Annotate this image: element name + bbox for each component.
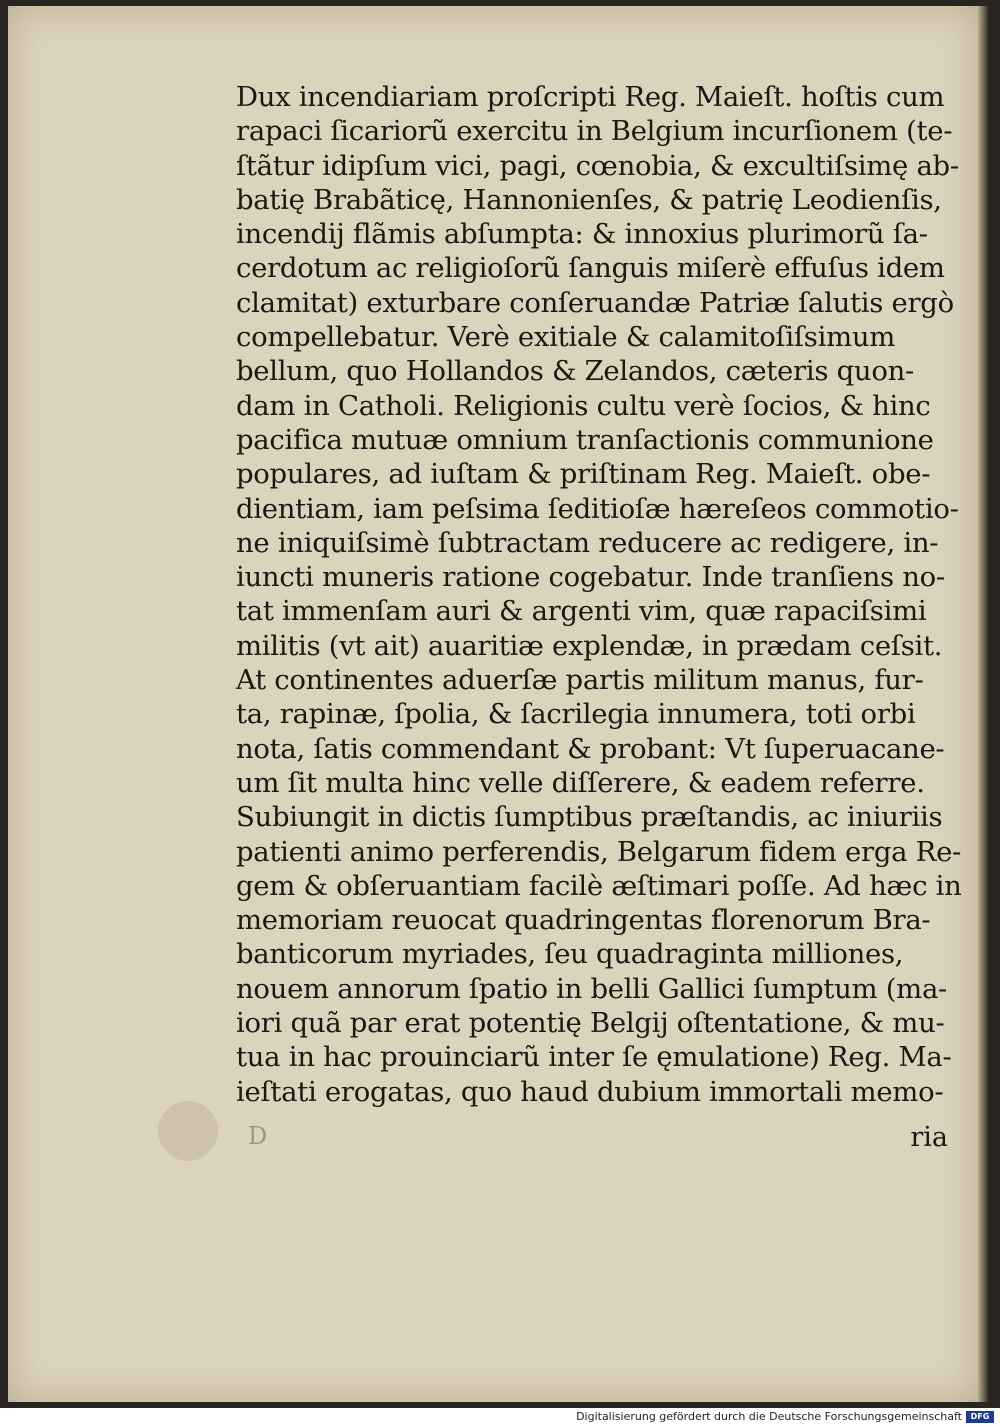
- text-line: memoriam reuocat quadringentas florenorum Bra-: [236, 904, 931, 937]
- text-line: dam in Catholi. Religionis cultu verè ſocios, & hinc: [236, 389, 931, 422]
- text-line: cerdotum ac religioſorũ ſanguis miſerè effuſus idem: [236, 252, 945, 285]
- text-line: pacifica mutuæ omnium tranſactionis communione: [236, 423, 934, 456]
- text-line: patienti animo perferendis, Belgarum fidem erga Re-: [236, 835, 962, 868]
- text-line: tua in hac prouinciarũ inter ſe ęmulatione) Reg. Ma-: [236, 1041, 952, 1074]
- paper-stain: [158, 1101, 218, 1161]
- text-line: militis (vt ait) auaritiæ explendæ, in prædam ceſsit.: [236, 629, 943, 662]
- text-line: clamitat) exturbare conſeruandæ Patriæ ſalutis ergò: [236, 286, 954, 319]
- dfg-logo: DFG: [966, 1411, 994, 1423]
- text-line: nouem annorum ſpatio in belli Gallici ſumptum (ma-: [236, 972, 948, 1005]
- text-line: ieſtati erogatas, quo haud dubium immortali memo-: [236, 1075, 944, 1108]
- text-line: compellebatur. Verè exitiale & calamitoſiſsimum: [236, 321, 896, 354]
- text-line: Dux incendiariam proſcripti Reg. Maieſt. hoſtis cum: [236, 81, 945, 113]
- text-line: nota, ſatis commendant & probant: Vt ſuperuacane-: [236, 732, 945, 765]
- funding-credit: Digitalisierung gefördert durch die Deutsche Forschungsgemeinschaft: [576, 1410, 962, 1423]
- signature-mark: D: [248, 1122, 268, 1150]
- text-line: iuncti muneris ratione cogebatur. Inde tranſiens no-: [236, 561, 945, 594]
- text-line: At continentes aduerſæ partis militum manus, fur-: [236, 664, 924, 697]
- page-edge: [978, 6, 988, 1402]
- digitization-footer: [0, 1408, 1000, 1427]
- text-line: gem & obſeruantiam facilè æſtimari poſſe. Ad hæc in: [236, 869, 962, 902]
- main-text: [236, 80, 962, 1109]
- text-line: banticorum myriades, ſeu quadraginta milliones,: [236, 938, 904, 971]
- text-line: um ſit multa hinc velle diſſerere, & eadem referre.: [236, 766, 925, 799]
- book-page: [8, 6, 978, 1402]
- text-line: incendij flãmis abſumpta: & innoxius plurimorũ ſa-: [236, 218, 928, 251]
- text-line: tat immenſam auri & argenti vim, quæ rapaciſsimi: [236, 595, 927, 628]
- page-footer-row: [248, 1122, 948, 1158]
- text-line: ſtãtur idipſum vici, pagi, cœnobia, & excultiſsimę ab-: [236, 149, 959, 182]
- text-line: bellum, quo Hollandos & Zelandos, cæteris quon-: [236, 355, 915, 388]
- text-line: ne iniquiſsimè ſubtractam reducere ac redigere, in-: [236, 526, 939, 559]
- catchword: ria: [910, 1122, 948, 1153]
- text-line: iori quã par erat potentię Belgij oſtentatione, & mu-: [236, 1007, 945, 1040]
- text-line: batię Brabãticę, Hannonienſes, & patrię Leodienſis,: [236, 183, 942, 216]
- text-line: populares, ad iuſtam & priſtinam Reg. Maieſt. obe-: [236, 458, 931, 491]
- text-line: ta, rapinæ, ſpolia, & ſacrilegia innumera, toti orbi: [236, 698, 916, 731]
- text-line: dientiam, iam peſsima ſeditioſæ hæreſeos commotio-: [236, 492, 959, 525]
- text-line: rapaci ſicariorũ exercitu in Belgium incurſionem (te-: [236, 115, 953, 148]
- text-line: Subiungit in dictis ſumptibus præſtandis, ac iniuriis: [236, 801, 943, 834]
